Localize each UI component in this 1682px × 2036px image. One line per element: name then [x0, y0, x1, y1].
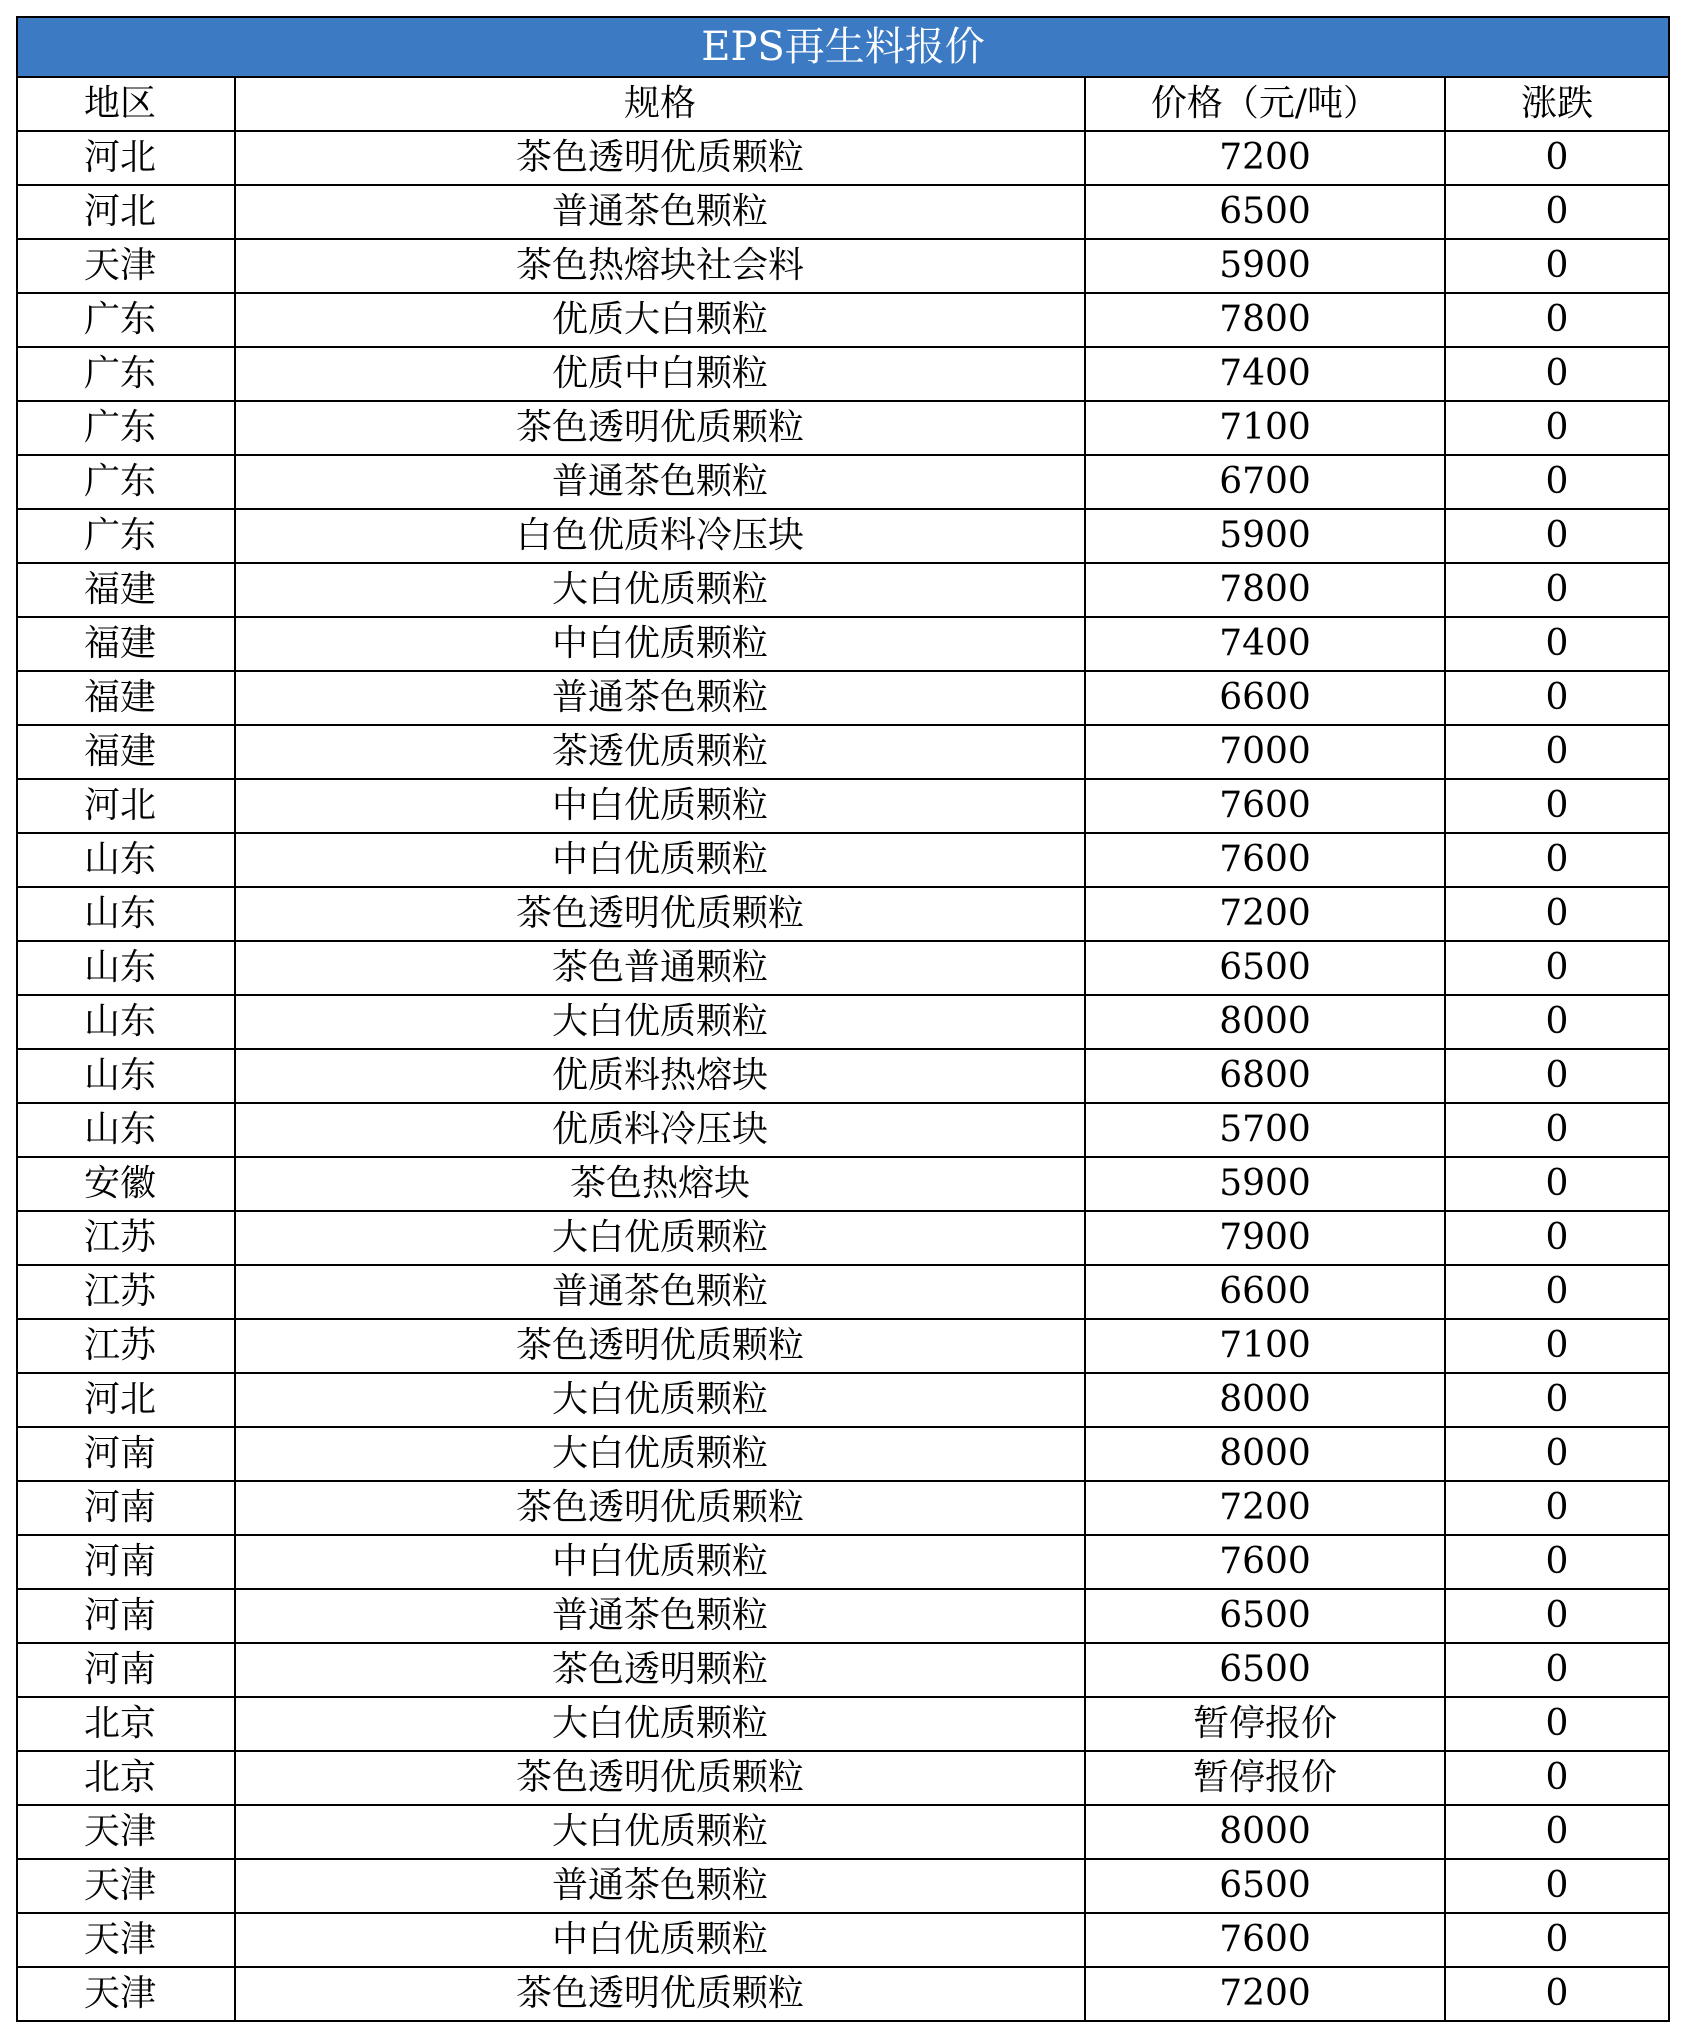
price-cell: 7000	[1085, 725, 1445, 779]
table-row	[17, 131, 1669, 185]
change-cell: 0	[1445, 617, 1669, 671]
spec-cell: 普通茶色颗粒	[235, 1265, 1085, 1319]
region-cell: 河南	[17, 1589, 235, 1643]
price-cell: 7600	[1085, 1913, 1445, 1967]
region-cell: 安徽	[17, 1157, 235, 1211]
table-row	[17, 1805, 1669, 1859]
spec-cell: 中白优质颗粒	[235, 833, 1085, 887]
region-cell: 山东	[17, 1049, 235, 1103]
region-cell: 河南	[17, 1481, 235, 1535]
change-cell: 0	[1445, 1157, 1669, 1211]
region-cell: 河北	[17, 779, 235, 833]
price-cell: 6700	[1085, 455, 1445, 509]
table-row	[17, 1643, 1669, 1697]
table-row	[17, 239, 1669, 293]
price-cell: 7400	[1085, 347, 1445, 401]
spec-cell: 优质料热熔块	[235, 1049, 1085, 1103]
table-row	[17, 779, 1669, 833]
spec-cell: 茶色透明优质颗粒	[235, 1751, 1085, 1805]
table-row	[17, 1859, 1669, 1913]
table-row	[17, 455, 1669, 509]
price-cell: 8000	[1085, 1427, 1445, 1481]
region-cell: 河南	[17, 1427, 235, 1481]
price-cell: 暂停报价	[1085, 1697, 1445, 1751]
spec-cell: 茶色透明优质颗粒	[235, 1967, 1085, 2021]
change-cell: 0	[1445, 1373, 1669, 1427]
change-cell: 0	[1445, 347, 1669, 401]
change-cell: 0	[1445, 941, 1669, 995]
price-cell: 5700	[1085, 1103, 1445, 1157]
change-cell: 0	[1445, 1751, 1669, 1805]
region-cell: 天津	[17, 1967, 235, 2021]
change-cell: 0	[1445, 1319, 1669, 1373]
change-cell: 0	[1445, 1535, 1669, 1589]
spec-cell: 普通茶色颗粒	[235, 185, 1085, 239]
change-cell: 0	[1445, 185, 1669, 239]
change-cell: 0	[1445, 1805, 1669, 1859]
table-row	[17, 1049, 1669, 1103]
price-cell: 7600	[1085, 833, 1445, 887]
change-cell: 0	[1445, 1103, 1669, 1157]
table-row	[17, 1427, 1669, 1481]
region-cell: 北京	[17, 1751, 235, 1805]
spec-cell: 优质大白颗粒	[235, 293, 1085, 347]
change-cell: 0	[1445, 1481, 1669, 1535]
change-cell: 0	[1445, 563, 1669, 617]
price-cell: 8000	[1085, 995, 1445, 1049]
spec-cell: 茶色热熔块社会料	[235, 239, 1085, 293]
region-cell: 天津	[17, 1859, 235, 1913]
change-cell: 0	[1445, 401, 1669, 455]
price-cell: 6800	[1085, 1049, 1445, 1103]
change-cell: 0	[1445, 1913, 1669, 1967]
price-cell: 5900	[1085, 509, 1445, 563]
change-cell: 0	[1445, 131, 1669, 185]
region-cell: 山东	[17, 833, 235, 887]
region-cell: 江苏	[17, 1211, 235, 1265]
spec-cell: 大白优质颗粒	[235, 1211, 1085, 1265]
table-row	[17, 563, 1669, 617]
table-row	[17, 1535, 1669, 1589]
table-row	[17, 1211, 1669, 1265]
spec-cell: 茶色透明优质颗粒	[235, 131, 1085, 185]
region-cell: 河南	[17, 1535, 235, 1589]
change-cell: 0	[1445, 833, 1669, 887]
price-cell: 6500	[1085, 1859, 1445, 1913]
price-cell: 6500	[1085, 1643, 1445, 1697]
change-cell: 0	[1445, 1859, 1669, 1913]
spec-cell: 茶色热熔块	[235, 1157, 1085, 1211]
region-cell: 广东	[17, 509, 235, 563]
price-cell: 6600	[1085, 671, 1445, 725]
table-row	[17, 887, 1669, 941]
change-cell: 0	[1445, 455, 1669, 509]
change-cell: 0	[1445, 1427, 1669, 1481]
table-body	[17, 131, 1669, 2021]
table-row	[17, 1319, 1669, 1373]
table-row	[17, 725, 1669, 779]
price-cell: 7800	[1085, 293, 1445, 347]
change-cell: 0	[1445, 1211, 1669, 1265]
header-row	[17, 77, 1669, 131]
price-cell: 7400	[1085, 617, 1445, 671]
price-table	[16, 16, 1670, 2022]
spec-cell: 大白优质颗粒	[235, 1805, 1085, 1859]
price-cell: 5900	[1085, 1157, 1445, 1211]
table-row	[17, 617, 1669, 671]
table-row	[17, 1157, 1669, 1211]
table-row	[17, 1751, 1669, 1805]
spec-cell: 大白优质颗粒	[235, 995, 1085, 1049]
change-cell: 0	[1445, 725, 1669, 779]
price-cell: 7100	[1085, 1319, 1445, 1373]
spec-cell: 茶色透明优质颗粒	[235, 1481, 1085, 1535]
region-cell: 广东	[17, 401, 235, 455]
table-row	[17, 293, 1669, 347]
change-cell: 0	[1445, 509, 1669, 563]
header-price: 价格（元/吨）	[1085, 77, 1445, 131]
spec-cell: 大白优质颗粒	[235, 1373, 1085, 1427]
change-cell: 0	[1445, 1049, 1669, 1103]
table-row	[17, 347, 1669, 401]
change-cell: 0	[1445, 1589, 1669, 1643]
region-cell: 广东	[17, 293, 235, 347]
table-row	[17, 185, 1669, 239]
region-cell: 河北	[17, 131, 235, 185]
change-cell: 0	[1445, 887, 1669, 941]
change-cell: 0	[1445, 779, 1669, 833]
spec-cell: 大白优质颗粒	[235, 1427, 1085, 1481]
spec-cell: 茶色透明颗粒	[235, 1643, 1085, 1697]
spec-cell: 中白优质颗粒	[235, 617, 1085, 671]
region-cell: 福建	[17, 617, 235, 671]
table-row	[17, 1103, 1669, 1157]
region-cell: 山东	[17, 887, 235, 941]
region-cell: 天津	[17, 1805, 235, 1859]
change-cell: 0	[1445, 239, 1669, 293]
spec-cell: 白色优质料冷压块	[235, 509, 1085, 563]
region-cell: 山东	[17, 1103, 235, 1157]
price-cell: 8000	[1085, 1805, 1445, 1859]
region-cell: 天津	[17, 1913, 235, 1967]
price-cell: 7600	[1085, 779, 1445, 833]
table-row	[17, 401, 1669, 455]
region-cell: 福建	[17, 671, 235, 725]
table-row	[17, 833, 1669, 887]
table-row	[17, 1967, 1669, 2021]
region-cell: 江苏	[17, 1265, 235, 1319]
price-cell: 7100	[1085, 401, 1445, 455]
region-cell: 山东	[17, 995, 235, 1049]
table-row	[17, 941, 1669, 995]
table-row	[17, 1589, 1669, 1643]
table-row	[17, 1373, 1669, 1427]
region-cell: 河南	[17, 1643, 235, 1697]
region-cell: 河北	[17, 1373, 235, 1427]
price-cell: 6500	[1085, 185, 1445, 239]
price-cell: 8000	[1085, 1373, 1445, 1427]
spec-cell: 普通茶色颗粒	[235, 1859, 1085, 1913]
price-cell: 7200	[1085, 1481, 1445, 1535]
price-cell: 7800	[1085, 563, 1445, 617]
spec-cell: 中白优质颗粒	[235, 779, 1085, 833]
change-cell: 0	[1445, 995, 1669, 1049]
change-cell: 0	[1445, 1265, 1669, 1319]
spec-cell: 茶透优质颗粒	[235, 725, 1085, 779]
region-cell: 福建	[17, 725, 235, 779]
change-cell: 0	[1445, 671, 1669, 725]
region-cell: 北京	[17, 1697, 235, 1751]
region-cell: 天津	[17, 239, 235, 293]
change-cell: 0	[1445, 1643, 1669, 1697]
table-row	[17, 1481, 1669, 1535]
change-cell: 0	[1445, 1697, 1669, 1751]
spec-cell: 茶色普通颗粒	[235, 941, 1085, 995]
table-row	[17, 671, 1669, 725]
change-cell: 0	[1445, 293, 1669, 347]
spec-cell: 大白优质颗粒	[235, 563, 1085, 617]
spec-cell: 普通茶色颗粒	[235, 455, 1085, 509]
price-cell: 7200	[1085, 887, 1445, 941]
header-change: 涨跌	[1445, 77, 1669, 131]
header-spec: 规格	[235, 77, 1085, 131]
price-cell: 7200	[1085, 1967, 1445, 2021]
region-cell: 福建	[17, 563, 235, 617]
price-cell: 6500	[1085, 1589, 1445, 1643]
region-cell: 江苏	[17, 1319, 235, 1373]
price-cell: 暂停报价	[1085, 1751, 1445, 1805]
price-cell: 7600	[1085, 1535, 1445, 1589]
price-cell: 6500	[1085, 941, 1445, 995]
table-row	[17, 1697, 1669, 1751]
region-cell: 山东	[17, 941, 235, 995]
spec-cell: 普通茶色颗粒	[235, 671, 1085, 725]
spec-cell: 普通茶色颗粒	[235, 1589, 1085, 1643]
header-region: 地区	[17, 77, 235, 131]
spec-cell: 中白优质颗粒	[235, 1535, 1085, 1589]
spec-cell: 大白优质颗粒	[235, 1697, 1085, 1751]
change-cell: 0	[1445, 1967, 1669, 2021]
price-cell: 5900	[1085, 239, 1445, 293]
price-cell: 7900	[1085, 1211, 1445, 1265]
price-cell: 7200	[1085, 131, 1445, 185]
spec-cell: 优质料冷压块	[235, 1103, 1085, 1157]
price-cell: 6600	[1085, 1265, 1445, 1319]
table-row	[17, 1913, 1669, 1967]
spec-cell: 茶色透明优质颗粒	[235, 887, 1085, 941]
spec-cell: 优质中白颗粒	[235, 347, 1085, 401]
table-title: EPS再生料报价	[17, 17, 1669, 77]
table-row	[17, 509, 1669, 563]
region-cell: 广东	[17, 455, 235, 509]
region-cell: 广东	[17, 347, 235, 401]
title-row	[17, 17, 1669, 77]
table-row	[17, 1265, 1669, 1319]
spec-cell: 中白优质颗粒	[235, 1913, 1085, 1967]
spec-cell: 茶色透明优质颗粒	[235, 401, 1085, 455]
spec-cell: 茶色透明优质颗粒	[235, 1319, 1085, 1373]
table-row	[17, 995, 1669, 1049]
region-cell: 河北	[17, 185, 235, 239]
